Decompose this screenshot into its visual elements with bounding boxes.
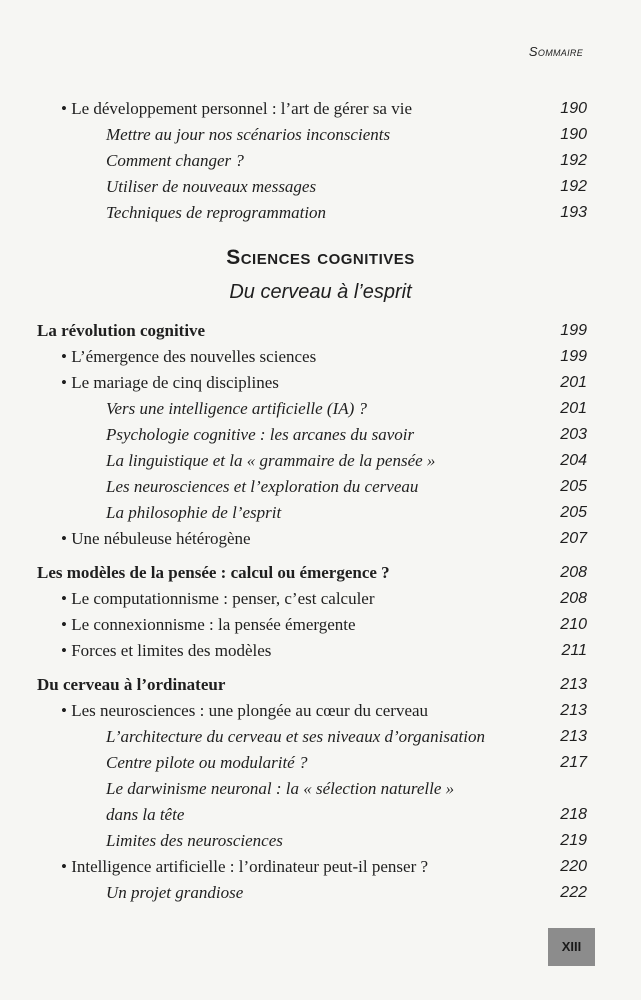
toc-entry-section	[0, 560, 641, 586]
toc-entry-sub	[0, 724, 641, 750]
toc-entry-title: La philosophie de l’esprit	[106, 503, 282, 522]
toc-entry-title: • Une nébuleuse hétérogène	[61, 529, 251, 548]
toc-entry-section	[0, 318, 641, 344]
toc-entry-title: Mettre au jour nos scénarios inconscients	[106, 125, 391, 144]
toc-entry-bullet	[0, 586, 641, 612]
toc-entry-sub	[0, 122, 641, 148]
toc-entry-sub	[0, 200, 641, 226]
toc-entry-page: 205	[560, 478, 587, 495]
toc-entry-bullet	[0, 698, 641, 724]
toc-entry-title: • Le connexionnisme : la pensée émergente	[61, 615, 356, 634]
toc-entry-title: • Forces et limites des modèles	[61, 641, 272, 660]
toc-entry-page: 205	[560, 504, 587, 521]
toc-entry-title: Limites des neurosciences	[106, 831, 283, 850]
toc-entry-page: 199	[560, 348, 587, 365]
toc-block-before	[0, 96, 641, 226]
toc-entry-page: 219	[560, 832, 587, 849]
page-folio: XIII	[548, 928, 595, 966]
table-of-contents	[0, 96, 641, 906]
toc-entry-page: 220	[560, 858, 587, 875]
toc-entry-title: Psychologie cognitive : les arcanes du savoir	[106, 425, 415, 444]
toc-entry-title: Du cerveau à l’ordinateur	[37, 675, 226, 694]
toc-entry-sub	[0, 828, 641, 854]
toc-entry-page: 193	[560, 204, 587, 221]
toc-entry-sub	[0, 174, 641, 200]
toc-entry-title: Le darwinisme neuronal : la « sélection naturelle »	[106, 779, 455, 798]
toc-entry-page: 208	[560, 564, 587, 581]
toc-entry-sub	[0, 750, 641, 776]
toc-entry-page: 192	[560, 152, 587, 169]
toc-entry-page: 218	[560, 806, 587, 823]
toc-entry-sub	[0, 880, 641, 906]
toc-entry-title: Les modèles de la pensée : calcul ou émergence ?	[37, 563, 390, 582]
toc-entry-bullet	[0, 96, 641, 122]
toc-entry-title: • Le computationnisme : penser, c’est calculer	[61, 589, 375, 608]
toc-entry-page: 204	[560, 452, 587, 469]
toc-entry-page: 203	[560, 426, 587, 443]
toc-gap	[0, 552, 641, 560]
toc-entry-title: Un projet grandiose	[106, 883, 244, 902]
toc-entry-page: 213	[560, 676, 587, 693]
toc-entry-bullet	[0, 526, 641, 552]
toc-entry-page: 190	[560, 100, 587, 117]
toc-entry-sub	[0, 148, 641, 174]
running-head: Sommaire	[528, 44, 583, 59]
toc-entry-title: Les neurosciences et l’exploration du cerveau	[106, 477, 419, 496]
toc-entry-title: • Intelligence artificielle : l’ordinateur peut-il penser ?	[61, 857, 429, 876]
toc-block-after	[0, 318, 641, 906]
toc-entry-page: 210	[560, 616, 587, 633]
toc-entry-title: Centre pilote ou modularité ?	[106, 753, 308, 772]
toc-entry-sub	[0, 422, 641, 448]
toc-entry-title: • Les neurosciences : une plongée au cœur du cerveau	[61, 701, 429, 720]
toc-entry-section	[0, 672, 641, 698]
toc-entry-title: Techniques de reprogrammation	[106, 203, 327, 222]
toc-entry-sub	[0, 776, 641, 802]
toc-entry-page: 192	[560, 178, 587, 195]
toc-entry-page: 201	[560, 400, 587, 417]
toc-entry-title: Vers une intelligence artificielle (IA) ?	[106, 399, 368, 418]
toc-entry-title: L’architecture du cerveau et ses niveaux d’organisation	[106, 727, 485, 746]
toc-entry-sub	[0, 396, 641, 422]
toc-entry-bullet	[0, 854, 641, 880]
toc-entry-bullet	[0, 612, 641, 638]
toc-entry-page: 190	[560, 126, 587, 143]
toc-entry-page: 222	[560, 884, 587, 901]
toc-entry-bullet	[0, 370, 641, 396]
toc-entry-page: 211	[561, 642, 587, 659]
part-subtitle: Du cerveau à l’esprit	[229, 281, 412, 303]
toc-entry-title: • L’émergence des nouvelles sciences	[61, 347, 317, 366]
toc-gap	[0, 664, 641, 672]
toc-entry-title: La linguistique et la « grammaire de la pensée »	[106, 451, 436, 470]
toc-entry-title: La révolution cognitive	[37, 321, 206, 340]
toc-entry-title: dans la tête	[106, 805, 185, 824]
toc-entry-page: 213	[560, 728, 587, 745]
toc-entry-sub	[0, 448, 641, 474]
toc-entry-sub	[0, 474, 641, 500]
toc-entry-page: 201	[560, 374, 587, 391]
toc-entry-page: 199	[560, 322, 587, 339]
toc-entry-sub	[0, 500, 641, 526]
toc-entry-page: 208	[560, 590, 587, 607]
toc-entry-bullet	[0, 638, 641, 664]
toc-entry-page: 207	[560, 530, 587, 547]
toc-entry-title: Utiliser de nouveaux messages	[106, 177, 317, 196]
part-title: Sciences cognitives	[226, 246, 415, 269]
toc-entry-title: • Le mariage de cinq disciplines	[61, 373, 279, 392]
toc-entry-sub	[0, 802, 641, 828]
toc-entry-bullet	[0, 344, 641, 370]
toc-entry-page: 213	[560, 702, 587, 719]
toc-entry-title: • Le développement personnel : l’art de gérer sa vie	[61, 99, 412, 118]
toc-entry-page: 217	[560, 754, 587, 771]
toc-entry-title: Comment changer ?	[106, 151, 244, 170]
